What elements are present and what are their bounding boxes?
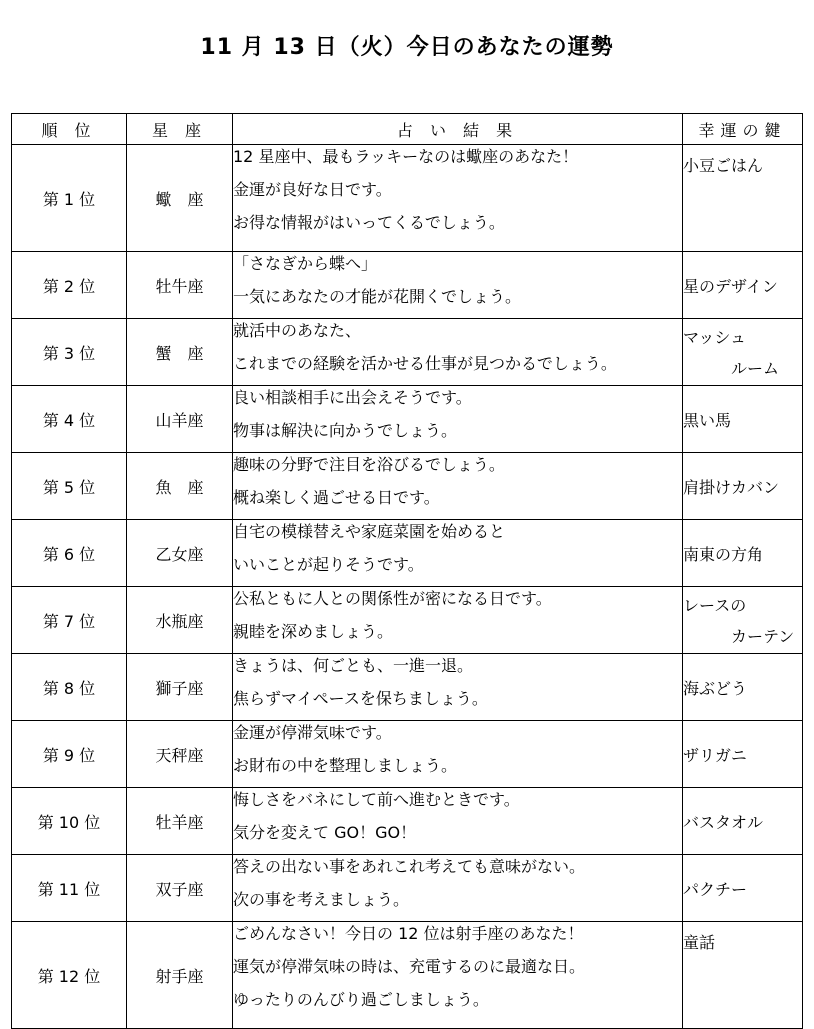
result-line: 趣味の分野で注目を浴びるでしょう。 [233, 455, 505, 474]
rank-cell: 第 11 位 [12, 855, 127, 922]
result-line: 就活中のあなた、 [233, 321, 362, 340]
lucky-key: ザリガニ [683, 745, 747, 765]
lucky-key-cell [683, 855, 803, 922]
table-row [12, 721, 803, 788]
lucky-key-cell [683, 922, 803, 1029]
table-row [12, 520, 803, 587]
lucky-key-cell [683, 788, 803, 855]
sign-cell: 魚 座 [127, 453, 233, 520]
page-title: 11 月 13 日（火）今日のあなたの運勢 [200, 35, 614, 60]
lucky-key-continued: カーテン [731, 627, 795, 646]
rank-cell: 第 3 位 [12, 319, 127, 386]
lucky-key: 小豆ごはん [683, 156, 764, 175]
header-row [12, 114, 803, 145]
lucky-key: 海ぶどう [683, 678, 748, 698]
lucky-key-continued: ルーム [731, 359, 780, 378]
lucky-key-cell [683, 453, 803, 520]
result-line: きょうは、何ごとも、一進一退。 [233, 656, 474, 675]
header-key: 幸運の鍵 [683, 114, 803, 145]
sign-cell: 乙女座 [127, 520, 233, 587]
result-line: 運気が停滞気味の時は、充電するのに最適な日。 [233, 957, 586, 976]
result-cell [233, 788, 683, 855]
result-cell [233, 453, 683, 520]
lucky-key-cell [683, 654, 803, 721]
table-row [12, 922, 803, 1029]
lucky-key-cell [683, 587, 803, 654]
result-cell [233, 855, 683, 922]
rank-cell: 第 6 位 [12, 520, 127, 587]
result-cell [233, 319, 683, 386]
result-cell [233, 386, 683, 453]
table-row [12, 386, 803, 453]
result-line: 金運が良好な日です。 [233, 180, 392, 199]
table-row [12, 788, 803, 855]
result-line: ごめんなさい！今日の 12 位は射手座のあなた！ [233, 924, 584, 943]
table-row [12, 319, 803, 386]
lucky-key: パクチー [683, 879, 748, 899]
result-line: 公私ともに人との関係性が密になる日です。 [233, 589, 552, 608]
result-cell [233, 145, 683, 252]
result-cell [233, 654, 683, 721]
sign-cell: 蟹 座 [127, 319, 233, 386]
lucky-key-cell [683, 721, 803, 788]
result-line: 良い相談相手に出会えそうです。 [233, 388, 472, 407]
header-result: 占 い 結 果 [233, 114, 683, 145]
result-line: いいことが起りそうです。 [233, 555, 424, 574]
result-line: 「さなぎから蝶へ」 [233, 254, 378, 273]
result-line: 12 星座中、最もラッキーなのは蠍座のあなた！ [233, 147, 579, 166]
result-line: 一気にあなたの才能が花開くでしょう。 [233, 287, 522, 306]
sign-cell: 獅子座 [127, 654, 233, 721]
sign-cell: 水瓶座 [127, 587, 233, 654]
table-row [12, 145, 803, 252]
header-sign: 星 座 [127, 114, 233, 145]
lucky-key: 南東の方角 [683, 544, 764, 564]
table-row [12, 654, 803, 721]
lucky-key: レースの [683, 596, 747, 615]
result-line: 悔しさをバネにして前へ進むときです。 [233, 790, 520, 809]
result-line: 親睦を深めましょう。 [233, 622, 394, 641]
rank-cell: 第 10 位 [12, 788, 127, 855]
lucky-key: 星のデザイン [683, 276, 778, 296]
sign-cell: 天秤座 [127, 721, 233, 788]
result-cell [233, 587, 683, 654]
sign-cell: 牡羊座 [127, 788, 233, 855]
result-line: 物事は解決に向かうでしょう。 [233, 421, 458, 440]
lucky-key-cell [683, 520, 803, 587]
result-line: 自宅の模様替えや家庭菜園を始めると [233, 522, 506, 541]
result-line: 金運が停滞気味です。 [233, 723, 392, 742]
result-cell [233, 520, 683, 587]
result-line: 焦らずマイペースを保ちましょう。 [233, 689, 488, 708]
lucky-key-cell [683, 319, 803, 386]
sign-cell: 蠍 座 [127, 145, 233, 252]
result-line: ゆったりのんびり過ごしましょう。 [233, 990, 489, 1009]
rank-cell: 第 4 位 [12, 386, 127, 453]
rank-cell: 第 1 位 [12, 145, 127, 252]
rank-cell: 第 5 位 [12, 453, 127, 520]
rank-cell: 第 12 位 [12, 922, 127, 1029]
result-line: 答えの出ない事をあれこれ考えても意味がない。 [233, 857, 586, 876]
result-line: お得な情報がはいってくるでしょう。 [233, 213, 505, 232]
result-cell [233, 252, 683, 319]
rank-cell: 第 7 位 [12, 587, 127, 654]
result-line: 次の事を考えましょう。 [233, 890, 410, 909]
sign-cell: 山羊座 [127, 386, 233, 453]
lucky-key: 童話 [683, 933, 716, 952]
sign-cell: 牡牛座 [127, 252, 233, 319]
result-line: お財布の中を整理しましょう。 [233, 756, 458, 775]
fortune-table [11, 113, 803, 1029]
result-cell [233, 721, 683, 788]
sign-cell: 双子座 [127, 855, 233, 922]
result-cell [233, 922, 683, 1029]
table-row [12, 453, 803, 520]
lucky-key-cell [683, 145, 803, 252]
rank-cell: 第 8 位 [12, 654, 127, 721]
table-row [12, 252, 803, 319]
result-line: 概ね楽しく過ごせる日です。 [233, 488, 440, 507]
lucky-key: マッシュ [683, 328, 747, 347]
result-line: 気分を変えて GO！GO！ [233, 823, 417, 842]
table-row [12, 855, 803, 922]
result-line: これまでの経験を活かせる仕事が見つかるでしょう。 [233, 354, 617, 373]
rank-cell: 第 2 位 [12, 252, 127, 319]
lucky-key: バスタオル [683, 812, 764, 832]
lucky-key-cell [683, 386, 803, 453]
lucky-key: 黒い馬 [683, 410, 732, 430]
lucky-key: 肩掛けカバン [683, 477, 780, 497]
sign-cell: 射手座 [127, 922, 233, 1029]
lucky-key-cell [683, 252, 803, 319]
table-row [12, 587, 803, 654]
header-rank: 順 位 [12, 114, 127, 145]
rank-cell: 第 9 位 [12, 721, 127, 788]
